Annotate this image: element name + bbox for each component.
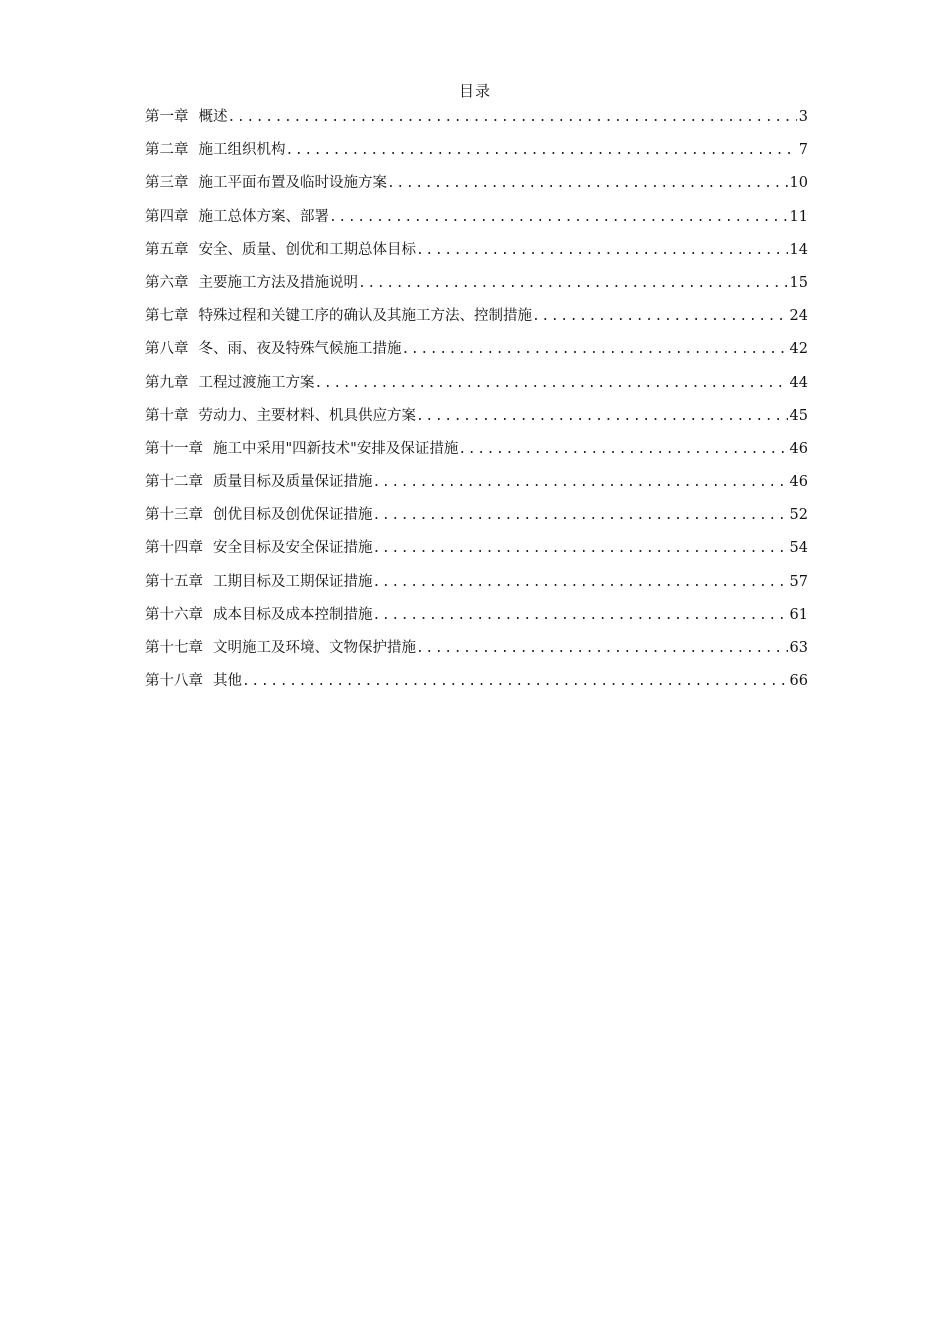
toc-entry[interactable] (145, 535, 808, 568)
toc-dot-leader (532, 304, 788, 330)
toc-chapter-title: 安全、质量、创优和工期总体目标 (198, 241, 416, 258)
toc-chapter-title: 其他 (213, 673, 242, 690)
toc-chapter-title: 质量目标及质量保证措施 (213, 474, 373, 491)
toc-dot-leader (402, 337, 788, 363)
toc-page-number: 44 (789, 374, 808, 391)
toc-entry[interactable] (145, 469, 808, 502)
toc-chapter-title: 工期目标及工期保证措施 (213, 573, 373, 590)
toc-chapter-title: 施工组织机构 (198, 142, 286, 159)
toc-entry[interactable] (145, 104, 808, 137)
toc-page-number: 52 (789, 507, 808, 524)
toc-chapter-title: 特殊过程和关键工序的确认及其施工方法、控制措施 (198, 308, 532, 325)
toc-entry[interactable] (145, 403, 808, 436)
toc-page-number: 54 (789, 540, 808, 557)
toc-dot-leader (373, 570, 788, 596)
toc-chapter-number: 第十二章 (145, 474, 203, 491)
toc-entry[interactable] (145, 204, 808, 237)
toc-dot-leader (387, 171, 788, 197)
toc-dot-leader (373, 470, 788, 496)
toc-entry[interactable] (145, 635, 808, 668)
toc-dot-leader (242, 669, 788, 695)
toc-dot-leader (458, 437, 787, 463)
toc-chapter-title: 成本目标及成本控制措施 (213, 606, 373, 623)
toc-page-number: 46 (789, 440, 808, 457)
toc-dot-leader (315, 371, 788, 397)
toc-page-number: 63 (789, 640, 808, 656)
toc-page-number: 45 (789, 407, 808, 424)
toc-chapter-title: 施工总体方案、部署 (198, 208, 329, 225)
toc-chapter-title: 冬、雨、夜及特殊气候施工措施 (198, 341, 402, 358)
toc-entry[interactable] (145, 336, 808, 369)
toc-chapter-number: 第十八章 (145, 673, 203, 690)
toc-chapter-title: 施工中采用"四新技术"安排及保证措施 (213, 440, 459, 457)
toc-dot-leader (416, 404, 788, 430)
toc-page-number: 57 (789, 573, 808, 590)
toc-entry[interactable] (145, 668, 808, 701)
toc-page-number: 61 (789, 606, 808, 623)
toc-chapter-number: 第七章 (145, 308, 189, 325)
toc-page-number: 66 (789, 673, 808, 690)
toc-page-number: 24 (789, 308, 808, 325)
toc-chapter-number: 第九章 (145, 374, 189, 391)
toc-chapter-number: 第十七章 (145, 640, 203, 656)
toc-page-number: 15 (789, 274, 808, 291)
toc-page-number: 14 (789, 241, 808, 258)
toc-chapter-number: 第四章 (145, 208, 189, 225)
toc-page-number: 10 (789, 175, 808, 192)
toc-chapter-number: 第一章 (145, 109, 189, 125)
toc-entry[interactable] (145, 502, 808, 535)
toc-entry[interactable] (145, 303, 808, 336)
toc-title: 目录 (458, 82, 491, 100)
toc-chapter-title: 施工平面布置及临时设施方案 (198, 175, 387, 192)
toc-chapter-number: 第十三章 (145, 507, 203, 524)
toc-chapter-title: 概述 (198, 109, 228, 125)
toc-entry[interactable] (145, 569, 808, 602)
toc-entry[interactable] (145, 370, 808, 403)
toc-entry[interactable] (145, 170, 808, 203)
toc-entry[interactable] (145, 436, 808, 469)
toc-chapter-number: 第六章 (145, 274, 189, 291)
toc-page-number: 7 (798, 142, 808, 159)
toc-entry[interactable] (145, 237, 808, 270)
toc-chapter-title: 文明施工及环境、文物保护措施 (213, 640, 416, 656)
table-of-contents (145, 104, 808, 701)
toc-chapter-title: 工程过渡施工方案 (198, 374, 315, 391)
toc-chapter-title: 创优目标及创优保证措施 (213, 507, 373, 524)
toc-dot-leader (329, 205, 788, 231)
toc-entry[interactable] (145, 270, 808, 303)
toc-dot-leader (228, 105, 797, 131)
toc-dot-leader (416, 636, 788, 662)
toc-page-number: 11 (789, 208, 808, 225)
toc-page-number: 42 (789, 341, 808, 358)
toc-dot-leader (416, 238, 788, 264)
toc-chapter-title: 劳动力、主要材料、机具供应方案 (198, 407, 416, 424)
toc-chapter-number: 第三章 (145, 175, 189, 192)
toc-chapter-number: 第十一章 (145, 440, 203, 457)
toc-chapter-number: 第五章 (145, 241, 189, 258)
toc-page-number: 3 (798, 109, 808, 125)
toc-dot-leader (373, 503, 788, 529)
toc-chapter-title: 安全目标及安全保证措施 (213, 540, 373, 557)
toc-chapter-number: 第二章 (145, 142, 189, 159)
toc-entry[interactable] (145, 602, 808, 635)
toc-dot-leader (373, 603, 788, 629)
toc-page-number: 46 (789, 474, 808, 491)
toc-dot-leader (286, 138, 797, 164)
toc-chapter-number: 第十四章 (145, 540, 203, 557)
toc-chapter-number: 第十章 (145, 407, 189, 424)
toc-dot-leader (373, 536, 788, 562)
toc-chapter-title: 主要施工方法及措施说明 (198, 274, 358, 291)
toc-entry[interactable] (145, 137, 808, 170)
toc-chapter-number: 第十五章 (145, 573, 203, 590)
toc-chapter-number: 第十六章 (145, 606, 203, 623)
toc-chapter-number: 第八章 (145, 341, 189, 358)
toc-dot-leader (358, 271, 788, 297)
